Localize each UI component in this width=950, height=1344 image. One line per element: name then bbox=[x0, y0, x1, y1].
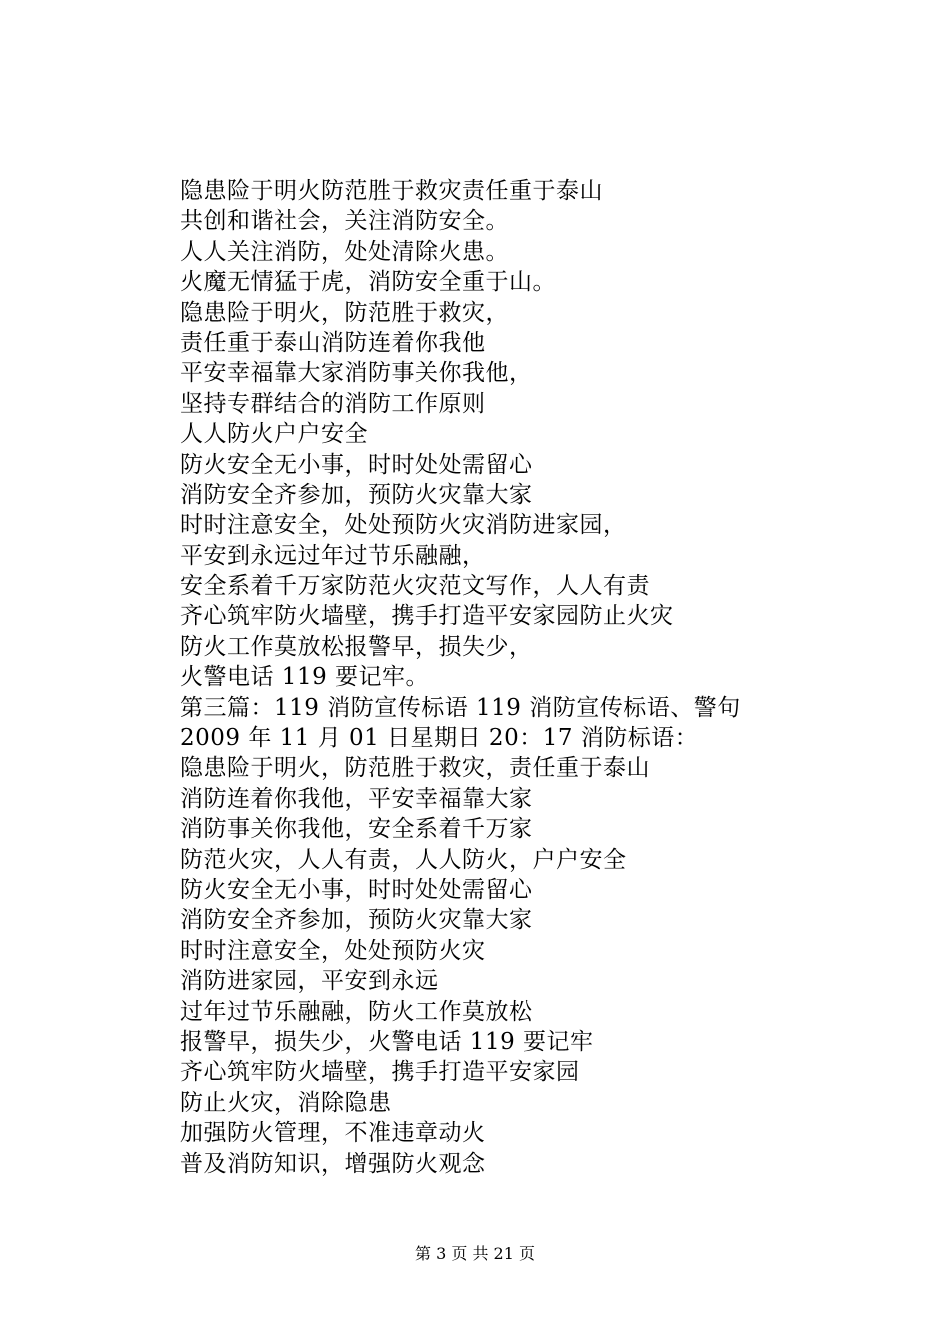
text-line: 人人防火户户安全 bbox=[180, 421, 368, 448]
page-footer: 第 3 页 共 21 页 bbox=[415, 1244, 535, 1263]
text-line: 过年过节乐融融，防火工作莫放松 bbox=[180, 998, 533, 1025]
text-line: 报警早，损失少，火警电话 119 要记牢 bbox=[180, 1028, 594, 1055]
text-line: 消防安全齐参加，预防火灾靠大家 bbox=[180, 481, 533, 508]
text-line: 平安幸福靠大家消防事关你我他， bbox=[180, 360, 533, 387]
text-line: 安全系着千万家防范火灾范文写作，人人有责 bbox=[180, 573, 650, 600]
text-line: 火警电话 119 要记牢。 bbox=[180, 664, 430, 691]
text-line: 坚持专群结合的消防工作原则 bbox=[180, 390, 486, 417]
text-line: 共创和谐社会，关注消防安全。 bbox=[180, 208, 509, 235]
text-line: 消防连着你我他，平安幸福靠大家 bbox=[180, 785, 533, 812]
text-line: 齐心筑牢防火墙壁，携手打造平安家园防止火灾 bbox=[180, 603, 674, 630]
text-line: 防火安全无小事，时时处处需留心 bbox=[180, 451, 533, 478]
text-line: 责任重于泰山消防连着你我他 bbox=[180, 329, 486, 356]
text-line: 隐患险于明火，防范胜于救灾，责任重于泰山 bbox=[180, 755, 650, 782]
text-line: 人人关注消防，处处清除火患。 bbox=[180, 238, 509, 265]
text-line: 2009 年 11 月 01 日星期日 20：17 消防标语： bbox=[180, 725, 699, 752]
text-line: 隐患险于明火防范胜于救灾责任重于泰山 bbox=[180, 178, 603, 204]
text-line: 平安到永远过年过节乐融融， bbox=[180, 542, 486, 569]
text-line: 隐患险于明火，防范胜于救灾， bbox=[180, 299, 509, 326]
text-line: 第三篇：119 消防宣传标语 119 消防宣传标语、警句 bbox=[180, 694, 741, 721]
text-line: 普及消防知识，增强防火观念 bbox=[180, 1150, 486, 1177]
text-line: 时时注意安全，处处预防火灾消防进家园， bbox=[180, 512, 627, 539]
text-line: 加强防火管理，不准违章动火 bbox=[180, 1120, 486, 1147]
body-text bbox=[180, 176, 800, 1179]
text-line: 防止火灾，消除隐患 bbox=[180, 1089, 392, 1116]
text-line: 消防进家园，平安到永远 bbox=[180, 968, 439, 995]
text-line: 防火工作莫放松报警早，损失少， bbox=[180, 633, 533, 660]
text-line: 防范火灾，人人有责，人人防火，户户安全 bbox=[180, 846, 627, 873]
text-line: 火魔无情猛于虎，消防安全重于山。 bbox=[180, 269, 556, 296]
text-line: 防火安全无小事，时时处处需留心 bbox=[180, 876, 533, 903]
text-line: 消防安全齐参加，预防火灾靠大家 bbox=[180, 907, 533, 934]
text-line: 消防事关你我他，安全系着千万家 bbox=[180, 816, 533, 843]
text-line: 齐心筑牢防火墙壁，携手打造平安家园 bbox=[180, 1059, 580, 1086]
text-line: 时时注意安全，处处预防火灾 bbox=[180, 937, 486, 964]
